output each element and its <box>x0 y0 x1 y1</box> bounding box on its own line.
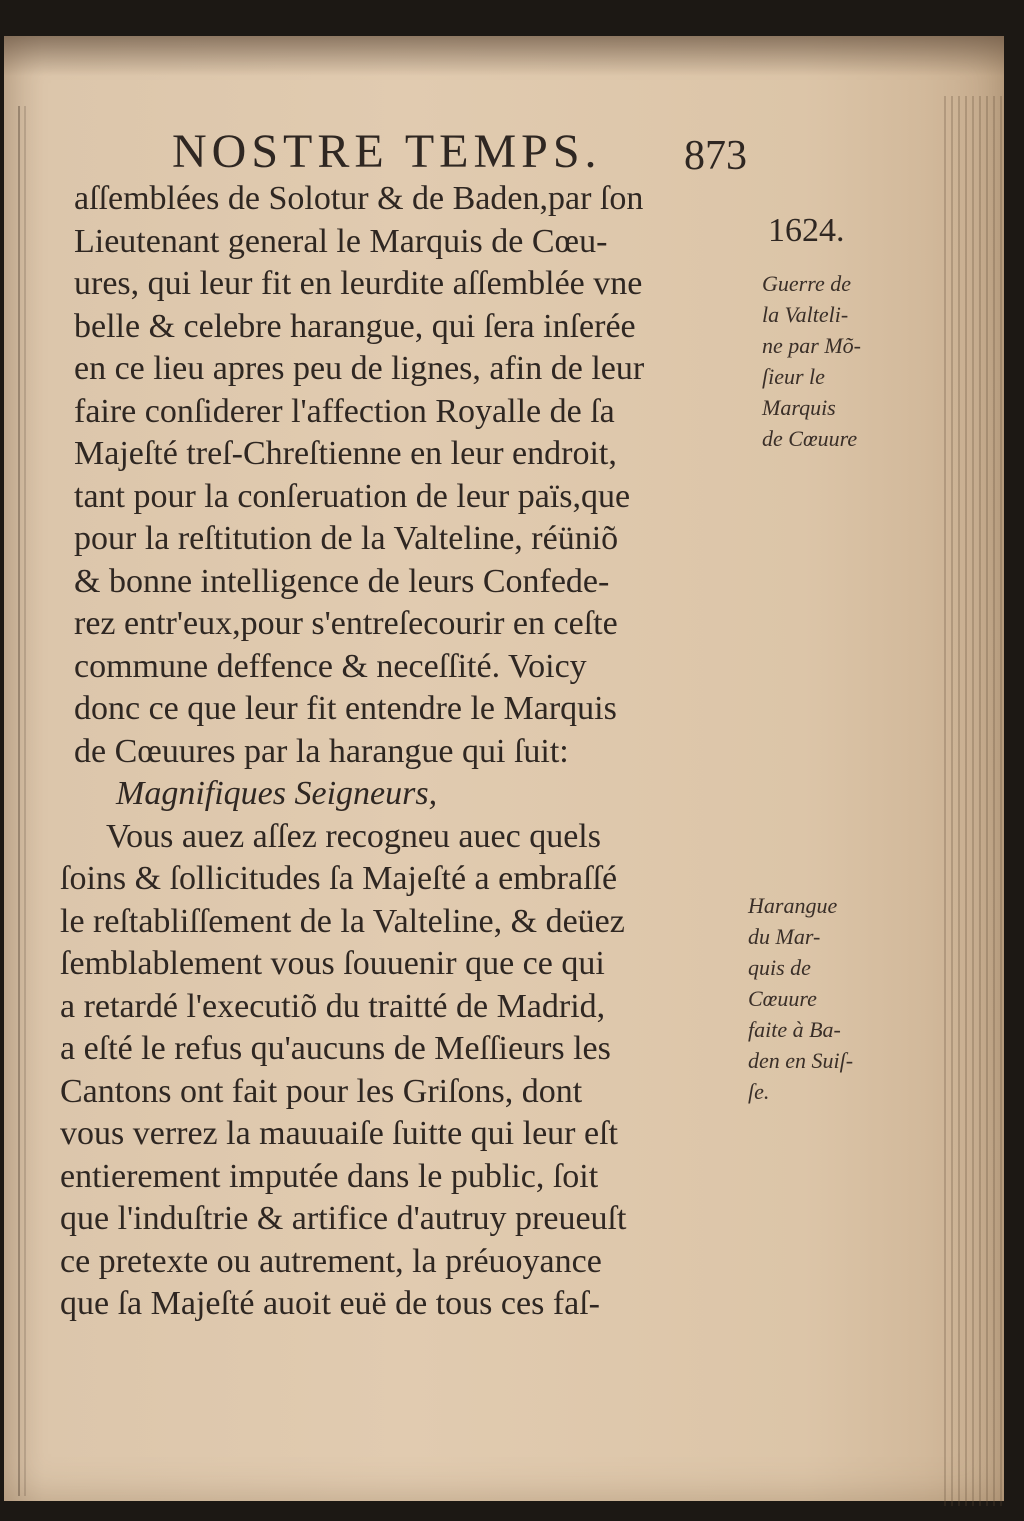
margin-note-line: ſe. <box>748 1079 770 1104</box>
text-line: aſſemblées de Solotur & de Baden,par ſon <box>74 180 644 217</box>
running-title: NOSTRE TEMPS. <box>172 125 602 178</box>
margin-year: 1624. <box>768 212 845 249</box>
text-line: Cantons ont fait pour les Griſons, dont <box>60 1072 583 1110</box>
text-line: Lieutenant general le Marquis de Cœu- <box>74 222 608 260</box>
gutter-line <box>24 106 26 1496</box>
body-text <box>60 178 760 1326</box>
margin-note-line: quis de <box>748 955 811 980</box>
margin-note-harangue <box>748 890 908 1107</box>
text-line: entierement imputée dans le public, ſoit <box>60 1157 599 1195</box>
text-line: a eſté le refus qu'aucuns de Meſſieurs les <box>60 1030 611 1067</box>
page-stack-edges <box>944 96 1004 1506</box>
margin-note-line: Marquis <box>762 395 836 420</box>
gutter-line <box>18 106 20 1496</box>
margin-note-line: Cœuure <box>748 986 817 1011</box>
text-line: Majeſté treſ-Chreſtienne en leur endroit, <box>74 435 617 472</box>
margin-note-line: de Cœuure <box>762 426 858 451</box>
text-line: & bonne intelligence de leurs Confede- <box>74 562 610 600</box>
text-line: de Cœuures par la harangue qui ſuit: <box>74 732 569 770</box>
margin-note-line: la Valteli- <box>762 302 849 327</box>
text-line: Vous auez aſſez recogneu auec quels <box>106 817 601 855</box>
text-line: que ſa Majeſté auoit euë de tous ces faſ- <box>60 1285 600 1322</box>
text-line: a retardé l'executiõ du traitté de Madrid, <box>60 987 606 1025</box>
page-number: 873 <box>684 133 747 179</box>
margin-note-line: Guerre de <box>762 271 851 296</box>
margin-note-line: den en Suiſ- <box>748 1048 854 1073</box>
text-line: pour la reſtitution de la Valteline, réüniõ <box>74 520 619 557</box>
text-line: belle & celebre harangue, qui ſera inſerée <box>74 307 636 345</box>
text-line: ures, qui leur fit en leurdite aſſemblée vne <box>74 265 643 302</box>
text-line: ce pretexte ou autrement, la préuoyance <box>60 1242 602 1280</box>
text-line: que l'induſtrie & artifice d'autruy preueuſt <box>60 1200 627 1237</box>
text-line: faire conſiderer l'affection Royalle de ſa <box>74 392 615 430</box>
text-line: tant pour la conſeruation de leur païs,que <box>74 477 631 515</box>
margin-note-line: ſieur le <box>762 364 825 389</box>
text-line: donc ce que leur fit entendre le Marquis <box>74 690 617 727</box>
text-line: rez entr'eux,pour s'entreſecourir en ceſte <box>74 605 618 642</box>
text-line: en ce lieu apres peu de lignes, afin de leur <box>74 350 645 387</box>
text-line: ſoins & ſollicitudes ſa Majeſté a embraſſé <box>60 860 618 897</box>
margin-note-line: Harangue <box>748 893 838 918</box>
margin-note-line: faite à Ba- <box>748 1017 841 1042</box>
margin-note-line: du Mar- <box>748 924 821 949</box>
text-line: vous verrez la mauuaiſe ſuitte qui leur eſt <box>60 1115 618 1152</box>
page-header <box>172 124 772 184</box>
margin-note-guerre <box>762 268 912 454</box>
text-line: commune deffence & neceſſité. Voicy <box>74 647 587 685</box>
text-line: le reſtabliſſement de la Valteline, & deüez <box>60 902 625 940</box>
margin-note-line: ne par Mõ- <box>762 333 861 358</box>
text-line: ſemblablement vous ſouuenir que ce qui <box>60 945 605 982</box>
salutation-line: Magnifiques Seigneurs, <box>116 775 438 812</box>
